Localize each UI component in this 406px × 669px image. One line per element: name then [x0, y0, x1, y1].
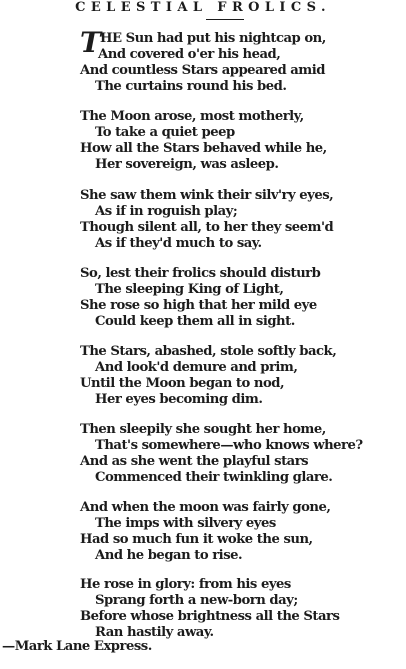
poem-line: She rose so high that her mild eye	[80, 298, 317, 313]
poem-line: To take a quiet peep	[95, 125, 235, 140]
poem-attribution: —Mark Lane Express.	[2, 639, 152, 654]
poem-line: And as she went the playful stars	[80, 454, 309, 469]
poem-line: Then sleepily she sought her home,	[80, 422, 326, 437]
poem-title: CELESTIAL FROLICS.	[75, 0, 331, 15]
poem-line: So, lest their frolics should disturb	[80, 266, 321, 281]
poem-line: Her sovereign, was asleep.	[95, 157, 279, 172]
poem-line: He rose in glory: from his eyes	[80, 577, 291, 592]
poem-line: Before whose brightness all the Stars	[80, 609, 340, 624]
poem-line: And he began to rise.	[95, 548, 243, 563]
title-rule	[206, 19, 244, 20]
poem-line: And countless Stars appeared amid	[80, 63, 325, 78]
poem-line: The curtains round his bed.	[95, 79, 287, 94]
poem-line: She saw them wink their silv'ry eyes,	[80, 188, 334, 203]
poem-line: Sprang forth a new-born day;	[95, 593, 298, 608]
poem-line: The Stars, abashed, stole softly back,	[80, 344, 337, 359]
poem-line: Until the Moon began to nod,	[80, 376, 285, 391]
poem-line: Though silent all, to her they seem'd	[80, 220, 334, 235]
poem-line: And look'd demure and prim,	[95, 360, 298, 375]
poem-line: And covered o'er his head,	[98, 47, 281, 62]
drop-cap: T	[80, 26, 101, 59]
poem-line: Ran hastily away.	[95, 625, 214, 640]
poem-line: The Moon arose, most motherly,	[80, 109, 304, 124]
poem-line: That's somewhere—who knows where?	[95, 438, 363, 453]
poem-line: How all the Stars behaved while he,	[80, 141, 327, 156]
poem-line: As if in roguish play;	[95, 204, 238, 219]
poem-line: As if they'd much to say.	[95, 236, 262, 251]
poem-line: The sleeping King of Light,	[95, 282, 284, 297]
poem-line: And when the moon was fairly gone,	[80, 500, 331, 515]
poem-line: HE Sun had put his nightcap on,	[100, 31, 326, 46]
poem-line: Had so much fun it woke the sun,	[80, 532, 313, 547]
poem-line: The imps with silvery eyes	[95, 516, 276, 531]
poem-line: Commenced their twinkling glare.	[95, 470, 333, 485]
poem-line: Could keep them all in sight.	[95, 314, 295, 329]
poem-line: Her eyes becoming dim.	[95, 392, 263, 407]
